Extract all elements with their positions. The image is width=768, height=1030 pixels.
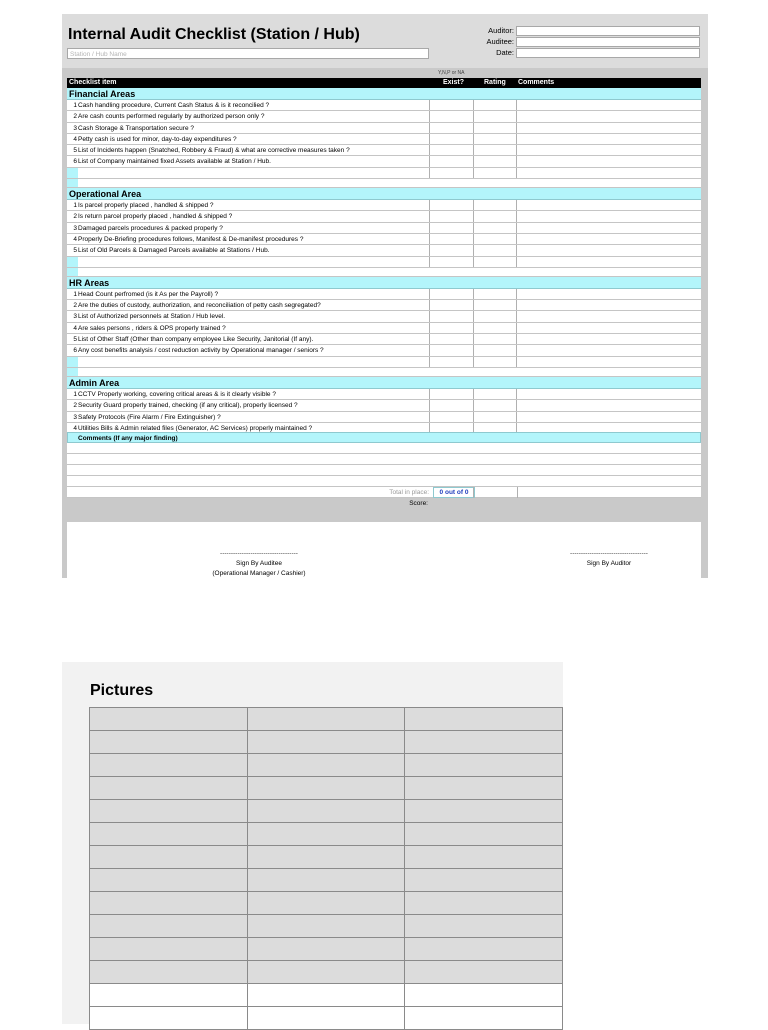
auditor-signature: [557, 549, 661, 569]
picture-cell[interactable]: [405, 869, 563, 892]
exist-cell[interactable]: [429, 145, 430, 155]
table-row: [67, 400, 701, 411]
picture-cell[interactable]: [405, 800, 563, 823]
sign-auditor-label: Sign By Auditor: [586, 560, 632, 567]
item-number: 4: [73, 235, 77, 243]
rating-cell[interactable]: [473, 311, 474, 321]
comments-cell[interactable]: [516, 100, 517, 110]
item-number: 2: [73, 213, 77, 221]
comments-cell[interactable]: [516, 211, 517, 221]
item-text: Any cost benefits analysis / cost reduction activity by Operational manager / seniors ?: [78, 347, 324, 355]
comments-cell[interactable]: [516, 245, 517, 255]
comments-cell[interactable]: [516, 334, 517, 344]
picture-cell[interactable]: [405, 777, 563, 800]
item-text: Damaged parcels procedures & packed properly ?: [78, 224, 223, 232]
picture-cell[interactable]: [405, 754, 563, 777]
comments-cell[interactable]: [516, 168, 517, 178]
picture-cell[interactable]: [405, 1007, 563, 1030]
table-header: [67, 78, 701, 88]
rating-cell[interactable]: [473, 357, 474, 367]
rating-cell[interactable]: [473, 123, 474, 133]
item-number: 1: [73, 390, 77, 398]
rating-cell[interactable]: [473, 223, 474, 233]
blank-row: [67, 357, 701, 368]
comments-title: Comments (If any major finding): [67, 432, 701, 443]
picture-row: [90, 800, 563, 823]
exist-hint: Y,N,P or NA: [438, 70, 465, 76]
signature-area: [67, 522, 701, 578]
auditee-field[interactable]: [516, 37, 700, 47]
comments-section: [67, 432, 701, 498]
picture-cell[interactable]: [405, 938, 563, 961]
item-text: Is return parcel properly placed , handled & shipped ?: [78, 213, 233, 221]
table-row: [67, 100, 701, 111]
total-label: Total in place:: [389, 489, 429, 496]
picture-cell[interactable]: [247, 869, 405, 892]
col-exist: Exist?: [443, 79, 465, 86]
table-row: [67, 345, 701, 356]
item-number: 5: [73, 147, 77, 155]
comments-cell[interactable]: [516, 323, 517, 333]
signature-line: ------------------------------------: [570, 550, 648, 557]
item-number: 4: [73, 424, 77, 432]
row-strip: [67, 179, 78, 187]
item-text: Cash Storage & Transportation secure ?: [78, 124, 194, 132]
picture-cell[interactable]: [247, 823, 405, 846]
picture-cell[interactable]: [90, 869, 248, 892]
total-rating-cell: [473, 487, 518, 498]
picture-cell[interactable]: [90, 731, 248, 754]
picture-cell[interactable]: [405, 708, 563, 731]
item-text: Head Count perfromed (is it As per the Payroll) ?: [78, 290, 219, 298]
comments-cell[interactable]: [516, 223, 517, 233]
table-row: [67, 234, 701, 245]
picture-cell[interactable]: [90, 1007, 248, 1030]
rating-cell[interactable]: [473, 257, 474, 267]
comments-cell[interactable]: [516, 300, 517, 310]
row-strip: [67, 357, 78, 367]
comments-cell[interactable]: [516, 156, 517, 166]
picture-cell[interactable]: [90, 984, 248, 1007]
checklist-table: [67, 78, 701, 445]
picture-row: [90, 708, 563, 731]
exist-cell[interactable]: [429, 300, 430, 310]
picture-cell[interactable]: [405, 731, 563, 754]
item-number: 5: [73, 247, 77, 255]
item-number: 4: [73, 135, 77, 143]
picture-cell[interactable]: [90, 846, 248, 869]
table-row: [67, 289, 701, 300]
comment-line[interactable]: [67, 443, 701, 454]
exist-cell[interactable]: [429, 357, 430, 367]
item-number: 3: [73, 313, 77, 321]
table-row: [67, 245, 701, 256]
exist-cell[interactable]: [429, 100, 430, 110]
comments-cell[interactable]: [516, 134, 517, 144]
table-row: [67, 156, 701, 167]
rating-cell[interactable]: [473, 100, 474, 110]
col-item: Checklist item: [69, 79, 117, 86]
score-label: Score:: [409, 500, 428, 507]
sheet-header: [62, 14, 708, 68]
rating-cell[interactable]: [473, 134, 474, 144]
picture-cell[interactable]: [90, 915, 248, 938]
exist-cell[interactable]: [429, 389, 430, 399]
rating-hint: 1-5 Rating: [482, 70, 506, 76]
rating-cell[interactable]: [473, 323, 474, 333]
comments-cell[interactable]: [516, 234, 517, 244]
auditor-label: Auditor:: [488, 26, 514, 35]
picture-cell[interactable]: [90, 961, 248, 984]
picture-row: [90, 961, 563, 984]
picture-cell[interactable]: [90, 754, 248, 777]
table-row: [67, 389, 701, 400]
col-comments: Comments: [518, 79, 555, 86]
rating-cell[interactable]: [473, 334, 474, 344]
item-number: 2: [73, 302, 77, 310]
item-text: Cash handling procedure, Current Cash Status & is it reconcilied ?: [78, 102, 270, 109]
picture-cell[interactable]: [247, 961, 405, 984]
section-gap: [67, 179, 701, 188]
auditor-field[interactable]: [516, 26, 700, 36]
exist-cell[interactable]: [429, 111, 430, 121]
table-row: [67, 311, 701, 322]
rating-cell[interactable]: [473, 289, 474, 299]
picture-row: [90, 846, 563, 869]
item-number: 3: [73, 124, 77, 132]
picture-cell[interactable]: [405, 846, 563, 869]
picture-row: [90, 892, 563, 915]
item-text: Are sales persons , riders & OPS properly trained ?: [78, 324, 226, 332]
picture-cell[interactable]: [90, 800, 248, 823]
total-value: 0 out of 0: [433, 487, 475, 498]
picture-cell[interactable]: [90, 892, 248, 915]
item-text: List of Authorized personnels at Station / Hub level.: [78, 313, 226, 321]
picture-cell[interactable]: [247, 708, 405, 731]
rating-cell[interactable]: [473, 168, 474, 178]
col-rating: Rating: [484, 79, 506, 86]
exist-cell[interactable]: [429, 334, 430, 344]
pictures-grid: [89, 707, 563, 1030]
comment-line[interactable]: [67, 476, 701, 487]
exist-cell[interactable]: [429, 234, 430, 244]
exist-cell[interactable]: [429, 257, 430, 267]
picture-cell[interactable]: [90, 708, 248, 731]
table-row: [67, 323, 701, 334]
section-title: HR Areas: [67, 277, 701, 289]
rating-cell[interactable]: [473, 389, 474, 399]
exist-cell[interactable]: [429, 245, 430, 255]
picture-cell[interactable]: [247, 1007, 405, 1030]
exist-cell[interactable]: [429, 311, 430, 321]
section-gap: [67, 268, 701, 277]
rating-cell[interactable]: [473, 156, 474, 166]
picture-row: [90, 823, 563, 846]
exist-cell[interactable]: [429, 156, 430, 166]
table-row: [67, 211, 701, 222]
rating-cell[interactable]: [473, 145, 474, 155]
picture-row: [90, 731, 563, 754]
sign-auditee-label: Sign By Auditee: [236, 560, 282, 567]
picture-cell[interactable]: [247, 754, 405, 777]
table-row: [67, 223, 701, 234]
rating-cell[interactable]: [473, 300, 474, 310]
item-number: 3: [73, 413, 77, 421]
picture-row: [90, 938, 563, 961]
section-gap: [67, 368, 701, 377]
picture-row: [90, 754, 563, 777]
picture-cell[interactable]: [90, 777, 248, 800]
item-number: 1: [73, 202, 77, 210]
picture-cell[interactable]: [405, 915, 563, 938]
comments-cell[interactable]: [516, 357, 517, 367]
exist-cell[interactable]: [429, 168, 430, 178]
item-number: 3: [73, 224, 77, 232]
comments-cell[interactable]: [516, 257, 517, 267]
page-title: Internal Audit Checklist (Station / Hub): [68, 26, 360, 43]
row-strip: [67, 268, 78, 276]
picture-cell[interactable]: [247, 984, 405, 1007]
section-title: Operational Area: [67, 188, 701, 200]
item-number: 6: [73, 158, 77, 166]
comments-cell[interactable]: [516, 345, 517, 355]
exist-cell[interactable]: [429, 211, 430, 221]
section-title: Financial Areas: [67, 88, 701, 100]
exist-cell[interactable]: [429, 223, 430, 233]
comments-cell[interactable]: [516, 111, 517, 121]
picture-cell[interactable]: [247, 892, 405, 915]
item-number: 4: [73, 324, 77, 332]
picture-cell[interactable]: [247, 846, 405, 869]
picture-cell[interactable]: [405, 892, 563, 915]
item-number: 1: [73, 102, 77, 109]
picture-row: [90, 1007, 563, 1030]
table-row: [67, 334, 701, 345]
auditee-label: Auditee:: [486, 37, 514, 46]
picture-cell[interactable]: [405, 823, 563, 846]
item-text: Are the duties of custody, authorization, and reconciliation of petty cash segregated?: [78, 302, 321, 310]
table-row: [67, 200, 701, 211]
blank-row: [67, 168, 701, 179]
station-hub-input[interactable]: Station / Hub Name: [67, 48, 429, 59]
table-row: [67, 134, 701, 145]
exist-cell[interactable]: [429, 123, 430, 133]
picture-cell[interactable]: [247, 800, 405, 823]
row-strip: [67, 168, 78, 178]
picture-cell[interactable]: [247, 731, 405, 754]
comments-cell[interactable]: [516, 400, 517, 410]
exist-cell[interactable]: [429, 134, 430, 144]
row-strip: [67, 368, 78, 376]
picture-row: [90, 777, 563, 800]
date-label: Date:: [496, 48, 514, 57]
item-text: Properly De-Briefing procedures follows, Manifest & De-manifest procedures ?: [78, 235, 304, 243]
item-text: List of Other Staff (Other than company employee Like Security, Janitorial (If any).: [78, 336, 314, 344]
item-number: 2: [73, 113, 77, 121]
section-title: Admin Area: [67, 377, 701, 389]
item-number: 6: [73, 347, 77, 355]
audit-sheet: [62, 14, 708, 578]
comments-cell[interactable]: [516, 145, 517, 155]
picture-row: [90, 915, 563, 938]
table-row: [67, 111, 701, 122]
exist-cell[interactable]: [429, 200, 430, 210]
picture-row: [90, 869, 563, 892]
pictures-sheet: [62, 662, 563, 1024]
item-text: Utilities Bills & Admin related files (Generator, AC Services) properly maintained ?: [78, 424, 313, 432]
sign-auditee-sub: (Operational Manager / Cashier): [212, 570, 306, 577]
comment-line[interactable]: [67, 454, 701, 465]
item-number: 5: [73, 336, 77, 344]
auditee-signature: [197, 549, 321, 579]
comments-cell[interactable]: [516, 311, 517, 321]
picture-cell[interactable]: [247, 938, 405, 961]
rating-cell[interactable]: [473, 400, 474, 410]
table-row: [67, 412, 701, 423]
rating-cell[interactable]: [473, 211, 474, 221]
picture-row: [90, 984, 563, 1007]
blank-row: [67, 257, 701, 268]
row-strip: [67, 257, 78, 267]
item-text: Petty cash is used for minor, day-to-day expenditures ?: [78, 135, 237, 143]
comments-cell[interactable]: [516, 389, 517, 399]
rating-cell[interactable]: [473, 345, 474, 355]
picture-cell[interactable]: [247, 777, 405, 800]
signature-line: ------------------------------------: [220, 550, 298, 557]
comment-line[interactable]: [67, 465, 701, 476]
picture-cell[interactable]: [90, 823, 248, 846]
comments-cell[interactable]: [516, 412, 517, 422]
rating-cell[interactable]: [473, 111, 474, 121]
item-text: List of Company maintained fixed Assets available at Station / Hub.: [78, 158, 271, 166]
item-number: 1: [73, 290, 77, 298]
comments-cell[interactable]: [516, 123, 517, 133]
picture-cell[interactable]: [247, 915, 405, 938]
pictures-title: Pictures: [90, 682, 154, 699]
table-row: [67, 145, 701, 156]
exist-cell[interactable]: [429, 323, 430, 333]
rating-cell[interactable]: [473, 245, 474, 255]
item-text: List of Incidents happen (Snatched, Robbery & Fraud) & what are corrective measures taken ?: [78, 147, 350, 155]
item-text: CCTV Properly working, covering critical areas & is it clearly visible ?: [78, 390, 276, 398]
picture-cell[interactable]: [405, 961, 563, 984]
item-text: List of Old Parcels & Damaged Parcels available at Stations / Hub.: [78, 247, 270, 255]
item-text: Safety Protocols (Fire Alarm / Fire Extinguisher) ?: [78, 413, 221, 421]
total-row: [67, 487, 701, 498]
item-text: Security Guard properly trained, checking (if any critical), properly licensed ?: [78, 402, 298, 410]
exist-cell[interactable]: [429, 345, 430, 355]
exist-cell[interactable]: [429, 400, 430, 410]
rating-cell[interactable]: [473, 200, 474, 210]
item-text: Are cash counts performed regularly by authorized person only ?: [78, 113, 265, 121]
table-row: [67, 123, 701, 134]
item-number: 2: [73, 402, 77, 410]
picture-cell[interactable]: [90, 938, 248, 961]
exist-cell[interactable]: [429, 412, 430, 422]
date-field[interactable]: [516, 48, 700, 58]
item-text: Is parcel properly placed , handled & shipped ?: [78, 202, 214, 210]
table-row: [67, 300, 701, 311]
rating-cell[interactable]: [473, 234, 474, 244]
exist-cell[interactable]: [429, 289, 430, 299]
picture-cell[interactable]: [405, 984, 563, 1007]
rating-cell[interactable]: [473, 412, 474, 422]
comments-cell[interactable]: [516, 289, 517, 299]
comments-cell[interactable]: [516, 200, 517, 210]
